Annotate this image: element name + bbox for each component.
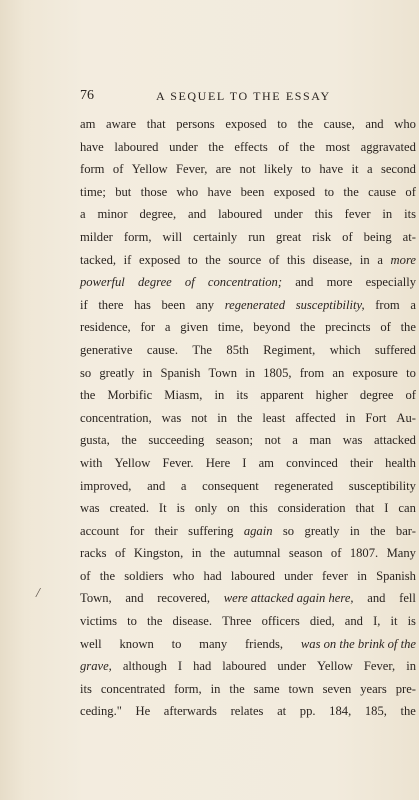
word: its	[236, 388, 249, 403]
text-line	[80, 136, 416, 159]
word: improved,	[80, 478, 132, 493]
word: the	[80, 388, 96, 403]
text-line	[80, 587, 416, 610]
word: form,	[123, 229, 152, 244]
word: the	[236, 410, 253, 425]
word: laboured	[222, 659, 267, 674]
word: and	[188, 207, 207, 222]
word: and	[125, 591, 144, 606]
word: man	[309, 433, 332, 448]
word: form	[80, 162, 105, 177]
word: cause.	[146, 342, 178, 357]
word: and	[367, 591, 386, 606]
word: under	[284, 568, 313, 583]
body-text	[80, 113, 416, 723]
word: their	[154, 523, 178, 538]
word: again	[243, 523, 273, 538]
word: their	[349, 455, 374, 470]
word: Kingston,	[133, 546, 184, 561]
word: 185,	[364, 704, 387, 719]
word: am	[258, 455, 274, 470]
word: a	[180, 478, 187, 493]
word: of	[268, 252, 280, 267]
word: is	[176, 501, 185, 516]
word: if	[80, 297, 88, 312]
word: 1805,	[263, 365, 292, 380]
text-line	[80, 407, 416, 430]
word: of	[330, 546, 342, 561]
word: Here	[205, 455, 231, 470]
word: minor	[97, 207, 128, 222]
word: was	[161, 410, 182, 425]
word: succeeding	[148, 433, 205, 448]
word: least	[262, 410, 286, 425]
word: Yellow	[317, 659, 353, 674]
word: under	[169, 139, 198, 154]
word: a	[80, 207, 86, 222]
word: town	[288, 681, 314, 696]
word: the	[343, 184, 359, 199]
text-line	[80, 520, 416, 543]
word: to	[171, 636, 182, 651]
word: Yellow	[114, 455, 151, 470]
word: the	[400, 320, 416, 335]
running-head: A SEQUEL TO THE ESSAY	[156, 89, 331, 103]
word: those	[140, 184, 168, 199]
text-line	[80, 475, 416, 498]
word: who	[172, 568, 195, 583]
word: pp.	[299, 704, 316, 719]
word: likely	[264, 162, 293, 177]
word: had	[193, 659, 212, 674]
word: disease.	[172, 614, 213, 629]
word: laboured	[218, 207, 263, 222]
word: many	[199, 636, 228, 651]
word: in	[406, 659, 416, 674]
word: Fever,	[363, 659, 396, 674]
word: ceding."	[80, 704, 122, 719]
word: its	[404, 207, 416, 222]
page-number: 76	[80, 88, 94, 103]
word: under	[274, 207, 303, 222]
word: but	[115, 184, 132, 199]
word: to	[127, 614, 137, 629]
word: convinced	[286, 455, 338, 470]
word: the	[299, 139, 315, 154]
text-line	[80, 452, 416, 475]
word: degree	[137, 275, 172, 290]
word: from	[375, 297, 400, 312]
word: cause,	[323, 117, 355, 131]
word: consequent	[202, 478, 259, 493]
word: the	[400, 704, 416, 719]
text-line	[80, 362, 416, 385]
word: at	[277, 704, 287, 719]
word: only	[194, 501, 218, 516]
word: greatly	[304, 523, 340, 538]
word: greatly	[99, 365, 135, 380]
word: in	[210, 681, 221, 696]
word: I	[384, 501, 389, 516]
word: which	[329, 342, 361, 357]
word: of	[114, 546, 126, 561]
word: a	[366, 162, 373, 177]
word: seven	[322, 681, 352, 696]
word: was	[342, 433, 363, 448]
text-line	[80, 203, 416, 226]
word: fell	[399, 591, 416, 606]
word: the	[297, 117, 314, 131]
word: not	[264, 433, 281, 448]
word: victims	[80, 614, 118, 629]
word: in	[245, 365, 256, 380]
word: years	[360, 681, 387, 696]
word: run	[248, 229, 266, 244]
word: He	[135, 704, 151, 719]
word: in	[191, 546, 202, 561]
word: health	[385, 455, 416, 470]
word: I	[177, 659, 183, 674]
word: of	[112, 162, 124, 177]
word: relates	[230, 704, 264, 719]
word: in	[217, 410, 228, 425]
word: time;	[80, 184, 106, 199]
word: apparent	[260, 388, 304, 403]
word: Miasm,	[164, 388, 203, 403]
word: the	[147, 614, 163, 629]
word: concentration;	[207, 275, 283, 290]
word: laboured	[114, 139, 159, 154]
word: Au-	[396, 410, 416, 425]
word: afterwards	[163, 704, 217, 719]
word: will	[162, 229, 183, 244]
word: Spanish	[160, 365, 201, 380]
word: tacked,	[80, 252, 117, 267]
text-line	[80, 565, 416, 588]
word: Fever.	[162, 455, 194, 470]
word: gusta,	[80, 433, 110, 448]
word: were attacked again here,	[223, 591, 354, 606]
word: in	[214, 388, 225, 403]
text-line	[80, 294, 416, 317]
word: of	[184, 275, 195, 290]
word: cause	[368, 184, 397, 199]
word: the	[208, 139, 224, 154]
word: to	[301, 162, 311, 177]
word: Spanish	[376, 568, 416, 583]
word: Fever,	[176, 162, 208, 177]
word: the	[99, 568, 116, 583]
word: soldiers	[124, 568, 164, 583]
text-line	[80, 542, 416, 565]
word: affected	[295, 410, 336, 425]
word: and	[344, 614, 363, 629]
word: 184,	[329, 704, 352, 719]
word: effects	[234, 139, 268, 154]
word: second	[380, 162, 416, 177]
word: a	[410, 297, 416, 312]
word: is	[407, 614, 416, 629]
word: if	[123, 252, 132, 267]
word: especially	[365, 275, 416, 290]
word: in	[345, 410, 356, 425]
word: had	[203, 568, 222, 583]
word: with	[80, 455, 103, 470]
word: risk	[312, 229, 332, 244]
word: exposed	[273, 184, 315, 199]
word: laboured	[230, 568, 275, 583]
word: the	[209, 546, 226, 561]
word: of	[342, 229, 353, 244]
word: have	[319, 162, 344, 177]
word: the	[229, 681, 245, 696]
text-line	[80, 497, 416, 520]
word: attacked	[374, 433, 416, 448]
word: degree	[359, 388, 394, 403]
word: the	[121, 433, 137, 448]
word: for	[140, 320, 156, 335]
word: it	[351, 162, 359, 177]
word: to	[324, 184, 335, 199]
text-line	[80, 655, 416, 678]
text-line	[80, 633, 416, 656]
word: most	[325, 139, 351, 154]
word: there	[98, 297, 124, 312]
word: It	[158, 501, 167, 516]
word: this	[286, 252, 306, 267]
word: so	[80, 365, 92, 380]
word: was on the brink of the	[300, 636, 416, 651]
word: well	[80, 636, 102, 651]
text-line	[80, 181, 416, 204]
word: am	[80, 117, 96, 131]
word: have	[80, 139, 104, 154]
word: who	[394, 117, 416, 131]
word: 85th	[226, 342, 249, 357]
word: degree,	[139, 207, 177, 222]
word: concentration,	[80, 410, 152, 425]
word: more	[390, 252, 416, 267]
word: in	[349, 523, 360, 538]
word: for	[129, 523, 145, 538]
word: in	[382, 207, 393, 222]
word: of	[405, 184, 416, 199]
word: this	[249, 501, 268, 516]
word: not	[239, 162, 256, 177]
word: 1807.	[349, 546, 379, 561]
word: fever	[322, 568, 348, 583]
word: Town	[208, 365, 238, 380]
word: form,	[174, 681, 202, 696]
word: known	[119, 636, 154, 651]
word: officers	[261, 614, 300, 629]
word: powerful	[80, 275, 125, 290]
margin-annotation: /	[36, 586, 40, 601]
word: the	[300, 320, 316, 335]
word: the	[205, 252, 221, 267]
word: friends,	[244, 636, 284, 651]
word: been	[161, 297, 186, 312]
word: I	[242, 455, 247, 470]
word: that	[146, 117, 166, 131]
word: Many	[386, 546, 416, 561]
word: aggravated	[360, 139, 416, 154]
word: it	[390, 614, 398, 629]
word: concentrated	[100, 681, 166, 696]
word: grave,	[80, 659, 112, 674]
word: generative	[80, 342, 133, 357]
word: regenerated	[274, 478, 334, 493]
word: of	[380, 320, 391, 335]
word: precincts	[325, 320, 371, 335]
word: Yellow	[131, 162, 168, 177]
word: died,	[309, 614, 335, 629]
word: has	[134, 297, 151, 312]
word: fever	[344, 207, 371, 222]
word: and	[365, 117, 384, 131]
word: to	[277, 117, 288, 131]
word: given	[180, 320, 209, 335]
word: disease,	[312, 252, 353, 267]
word: source	[228, 252, 262, 267]
word: been	[240, 184, 265, 199]
text-line	[80, 113, 416, 136]
word: milder	[80, 229, 113, 244]
word: in	[359, 252, 370, 267]
word: Regiment,	[263, 342, 316, 357]
word: regenerated	[224, 297, 286, 312]
text-line	[80, 700, 416, 723]
word: can	[398, 501, 416, 516]
word: its	[80, 681, 92, 696]
word: account	[80, 523, 120, 538]
word: so	[282, 523, 295, 538]
word: a	[377, 252, 383, 267]
word: the	[370, 523, 386, 538]
word: same	[253, 681, 280, 696]
word: have	[207, 184, 232, 199]
text-line	[80, 429, 416, 452]
word: persons	[176, 117, 215, 131]
text-line	[80, 339, 416, 362]
text-line	[80, 271, 416, 294]
text-line	[80, 678, 416, 701]
word: more	[326, 275, 353, 290]
word: residence,	[80, 320, 131, 335]
word: I,	[373, 614, 381, 629]
word: certainly	[193, 229, 238, 244]
word: autumnal	[233, 546, 281, 561]
text-line	[80, 158, 416, 181]
word: time,	[217, 320, 244, 335]
word: suffering	[188, 523, 234, 538]
word: that	[355, 501, 375, 516]
word: under	[277, 659, 307, 674]
word: racks	[80, 546, 107, 561]
word: to	[187, 252, 198, 267]
word: susceptibility,	[295, 297, 365, 312]
text-line	[80, 316, 416, 339]
word: not	[191, 410, 208, 425]
word: of	[278, 139, 289, 154]
word: an	[332, 365, 345, 380]
word: being	[363, 229, 392, 244]
word: suffered	[374, 342, 416, 357]
word: exposure	[352, 365, 398, 380]
word: exposed	[138, 252, 181, 267]
word: are	[215, 162, 232, 177]
word: although	[122, 659, 167, 674]
word: consideration	[277, 501, 346, 516]
word: was	[80, 501, 100, 516]
word: pre-	[395, 681, 416, 696]
word: aware	[106, 117, 137, 131]
word: from	[299, 365, 325, 380]
word: Three	[222, 614, 252, 629]
word: Morbific	[107, 388, 153, 403]
word: of	[405, 388, 416, 403]
text-line	[80, 384, 416, 407]
word: of	[80, 568, 91, 583]
word: a	[164, 320, 171, 335]
word: susceptibility	[348, 478, 416, 493]
word: beyond	[253, 320, 291, 335]
text-line	[80, 249, 416, 272]
word: Town,	[80, 591, 112, 606]
text-line	[80, 610, 416, 633]
word: great	[276, 229, 302, 244]
word: to	[406, 365, 416, 380]
word: this	[314, 207, 333, 222]
word: on	[227, 501, 240, 516]
word: The	[192, 342, 212, 357]
word: and	[295, 275, 314, 290]
word: season	[288, 546, 323, 561]
word: bar-	[395, 523, 416, 538]
word: any	[195, 297, 215, 312]
word: in	[357, 568, 367, 583]
word: and	[147, 478, 166, 493]
word: a	[292, 433, 298, 448]
word: recovered,	[157, 591, 211, 606]
word: who	[176, 184, 199, 199]
word: exposed	[225, 117, 267, 131]
word: at-	[402, 229, 416, 244]
text-line	[80, 226, 416, 249]
word: created.	[109, 501, 149, 516]
word: Fort	[365, 410, 387, 425]
word: season;	[215, 433, 253, 448]
word: in	[142, 365, 153, 380]
word: higher	[315, 388, 348, 403]
